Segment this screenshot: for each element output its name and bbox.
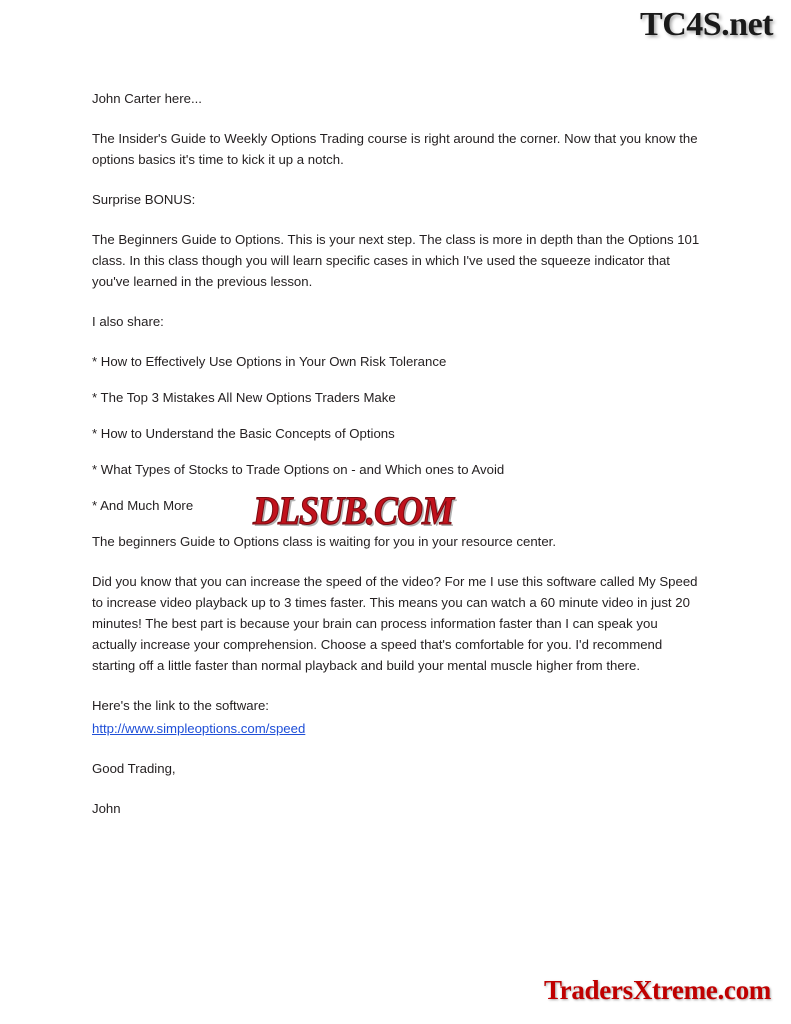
speed-paragraph: Did you know that you can increase the speed of the video? For me I use this software called My Speed to increase video playback up to 3 times faster. This means you can watch a 60 minute video in just 20 minutes! The best part is because your brain can process information faster than I can speak you actually increase your comprehension. Choose a speed that's comfortable for you. I'd recommend starting off a little faster than normal playback and build your mental muscle higher from there. bbox=[92, 574, 698, 673]
intro-paragraph: The Insider's Guide to Weekly Options Trading course is right around the corner. Now that you know the options basics it's time to kick it up a notch. bbox=[92, 131, 698, 167]
bullet-item: * The Top 3 Mistakes All New Options Traders Make bbox=[92, 390, 396, 405]
bullet-item: * And Much More bbox=[92, 498, 194, 513]
bullet-item: * What Types of Stocks to Trade Options on - and Which ones to Avoid bbox=[92, 462, 505, 477]
link-lead-paragraph: Here's the link to the software: bbox=[92, 698, 269, 713]
waiting-line-paragraph: The beginners Guide to Options class is waiting for you in your resource center. bbox=[92, 534, 556, 549]
tradersxtreme-watermark: TradersXtreme.com bbox=[543, 975, 771, 1005]
software-link[interactable]: http://www.simpleoptions.com/speed bbox=[92, 721, 306, 736]
bonus-heading: Surprise BONUS: bbox=[92, 192, 196, 207]
share-lead-paragraph: I also share: bbox=[92, 314, 164, 329]
tc4s-watermark: TC4S.net bbox=[640, 6, 773, 43]
letter-body bbox=[92, 88, 700, 838]
bullet-item: * How to Understand the Basic Concepts of Options bbox=[92, 426, 395, 441]
signoff-paragraph: Good Trading, bbox=[92, 761, 176, 776]
dlsub-stamp-watermark: DLSUB.COM bbox=[253, 488, 454, 533]
signature-paragraph: John bbox=[92, 801, 121, 816]
greeting-paragraph: John Carter here... bbox=[92, 91, 202, 106]
bullet-item: * How to Effectively Use Options in Your Own Risk Tolerance bbox=[92, 354, 447, 369]
bonus-body-paragraph: The Beginners Guide to Options. This is your next step. The class is more in depth than the Options 101 class. In this class though you will learn specific cases in which I've used the squeeze indicator that you've learned in the previous lesson. bbox=[92, 232, 700, 289]
